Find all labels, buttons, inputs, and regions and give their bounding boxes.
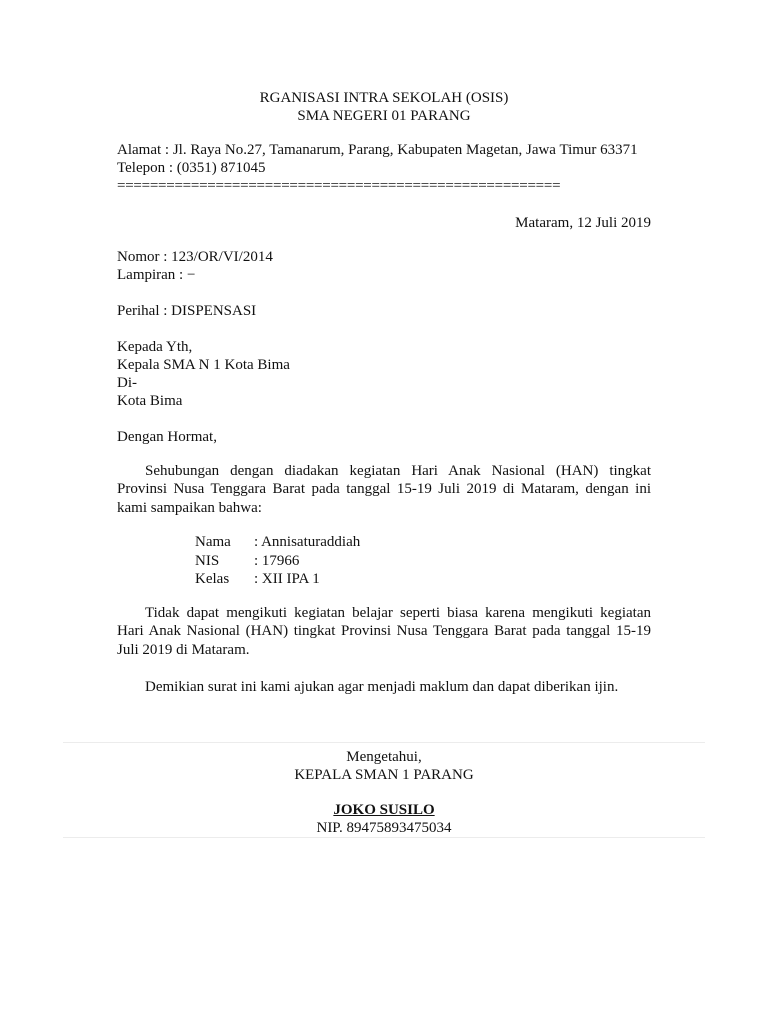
letter-date: Mataram, 12 Juli 2019	[515, 215, 651, 231]
student-info-label: Nama	[195, 534, 231, 550]
salutation: Dengan Hormat,	[117, 429, 217, 445]
student-info-label: Kelas	[195, 571, 230, 587]
school-address: Alamat : Jl. Raya No.27, Tamanarum, Parang, Kabupaten Magetan, Jawa Timur 63371	[117, 142, 638, 158]
letter-number: Nomor : 123/OR/VI/2014	[117, 249, 273, 265]
student-info-label: NIS	[195, 552, 220, 569]
paragraph-intro-line-1: Sehubungan dengan diadakan kegiatan Hari Anak Nasional (HAN) tingkat	[145, 463, 651, 479]
header-separator: ======================================================	[117, 178, 561, 194]
student-info-table	[195, 533, 360, 589]
recipient-greeting: Kepada Yth,	[117, 339, 193, 355]
divider-line	[63, 837, 705, 838]
paragraph-intro	[117, 462, 651, 517]
student-info-value: : Annisaturaddiah	[254, 534, 361, 550]
paragraph-intro-line-3: kami sampaikan bahwa:	[117, 499, 262, 516]
signature-title: KEPALA SMAN 1 PARANG	[294, 767, 474, 783]
school-name: SMA NEGERI 01 PARANG	[297, 108, 471, 124]
subject-line: Perihal : DISPENSASI	[117, 303, 257, 319]
student-info-row	[195, 552, 360, 571]
paragraph-absence	[117, 604, 651, 659]
school-phone: Telepon : (0351) 871045	[117, 160, 266, 176]
student-info-row	[195, 570, 360, 589]
paragraph-absence-line-3: Juli 2019 di Mataram.	[117, 641, 250, 658]
recipient-city: Kota Bima	[117, 393, 183, 409]
student-info-value: : 17966	[254, 552, 300, 569]
student-info-row	[195, 533, 360, 552]
closing-paragraph: Demikian surat ini kami ajukan agar menjadi maklum dan dapat diberikan ijin.	[145, 679, 619, 695]
signature-known: Mengetahui,	[346, 749, 422, 765]
paragraph-absence-line-1: Tidak dapat mengikuti kegiatan belajar seperti biasa karena mengikuti kegiatan	[145, 605, 651, 621]
signature-nip: NIP. 89475893475034	[316, 820, 452, 836]
attachment-line: Lampiran : −	[117, 267, 196, 283]
org-name: RGANISASI INTRA SEKOLAH (OSIS)	[259, 90, 509, 106]
divider-line	[63, 742, 705, 743]
signature-name-wrap	[0, 801, 768, 819]
paragraph-intro-line-2: Provinsi Nusa Tenggara Barat pada tanggal 15-19 Juli 2019 di Mataram, dengan ini	[117, 481, 651, 498]
student-info-value: : XII IPA 1	[254, 571, 320, 587]
recipient-name: Kepala SMA N 1 Kota Bima	[117, 357, 290, 373]
paragraph-absence-line-2: Hari Anak Nasional (HAN) tingkat Provinsi Nusa Tenggara Barat pada tanggal 15-19	[117, 623, 651, 640]
recipient-di: Di-	[117, 375, 137, 391]
signature-name: JOKO SUSILO	[333, 802, 435, 818]
